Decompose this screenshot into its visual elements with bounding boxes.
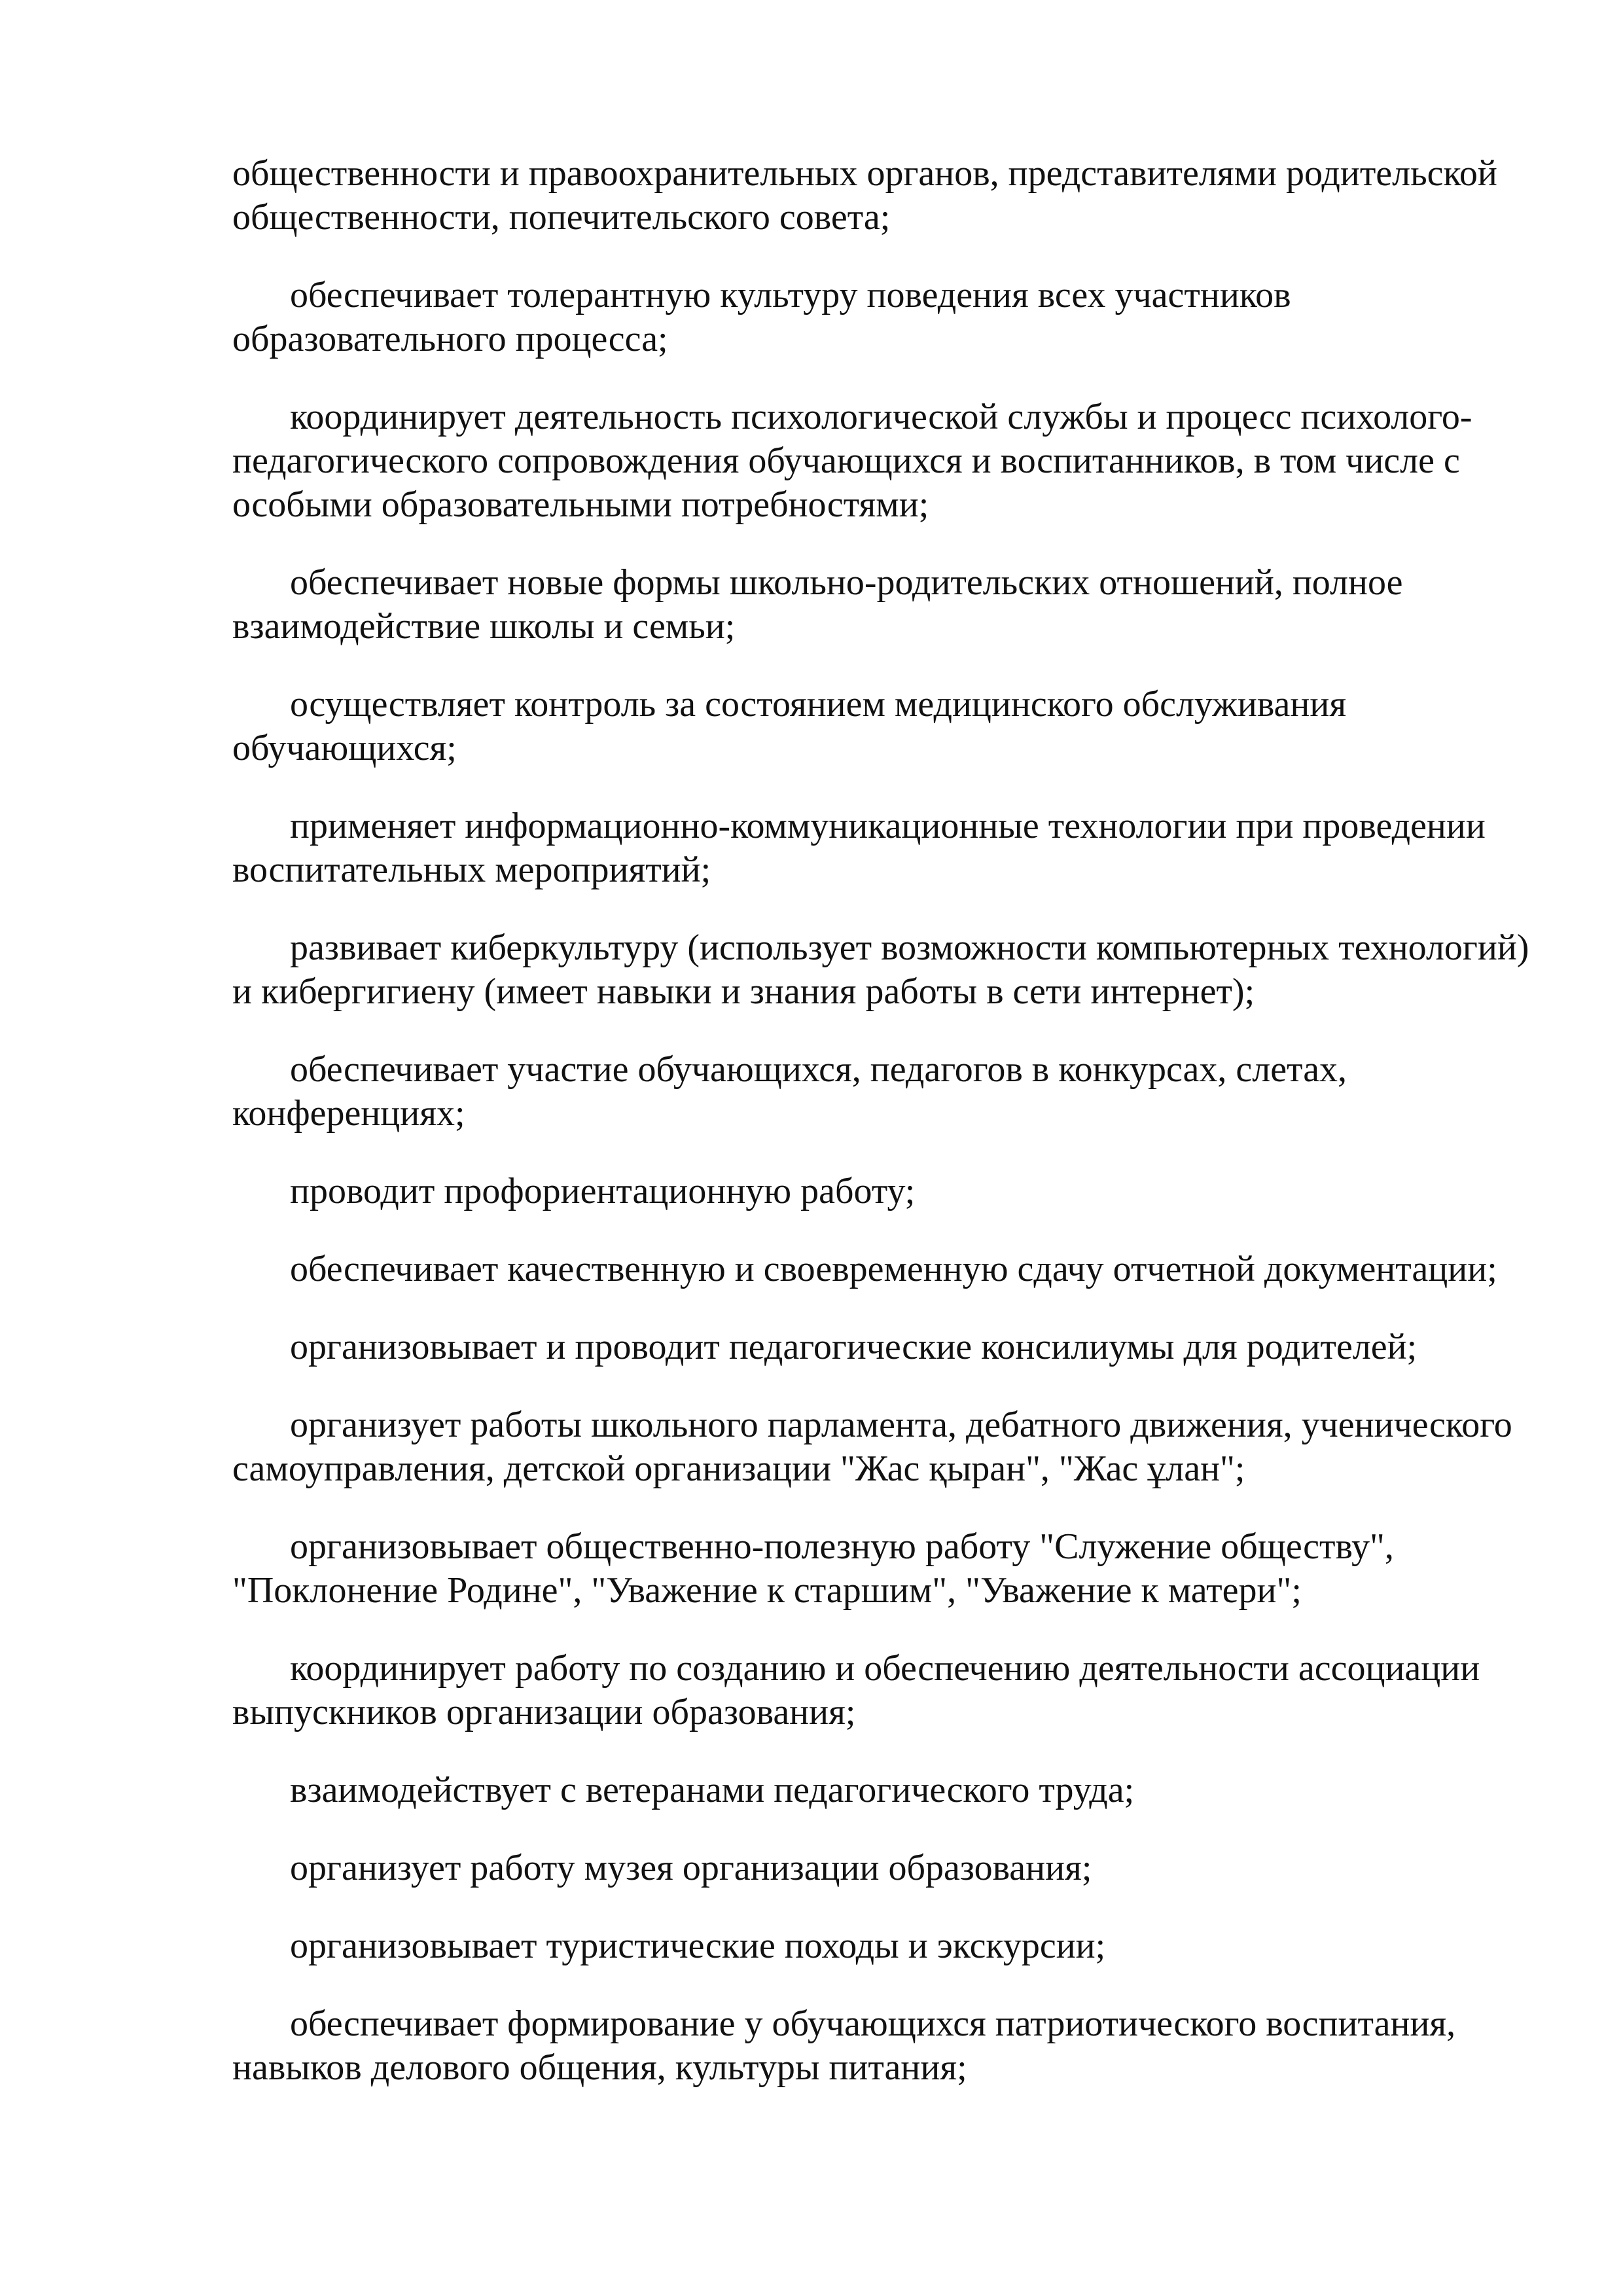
paragraph-13: организовывает общественно-полезную работу "Служение обществу", "Поклонение Родине", "Уважение к старшим", "Уважение к матери"; — [232, 1526, 1394, 1611]
paragraph-17: организовывает туристические походы и экскурсии; — [290, 1926, 1106, 1966]
paragraph-14: координирует работу по созданию и обеспечению деятельности ассоциации выпускников организации образования; — [232, 1648, 1480, 1732]
paragraph-15: взаимодействует с ветеранами педагогического труда; — [290, 1770, 1135, 1810]
paragraph-18: обеспечивает формирование у обучающихся патриотического воспитания, навыков делового общения, культуры питания; — [232, 2003, 1456, 2088]
paragraph-12: организует работы школьного парламента, дебатного движения, ученического самоуправления, детской организации "Жас қыран", "Жас ұлан"; — [232, 1405, 1512, 1489]
paragraph-2: обеспечивает толерантную культуру поведения всех участников образовательного процесса; — [232, 275, 1291, 359]
paragraph-4: обеспечивает новые формы школьно-родительских отношений, полное взаимодействие школы и семьи; — [232, 562, 1403, 647]
paragraph-10: обеспечивает качественную и своевременную сдачу отчетной документации; — [290, 1249, 1497, 1289]
document-body — [232, 152, 1548, 2124]
paragraph-9: проводит профориентационную работу; — [290, 1171, 916, 1211]
paragraph-3: координирует деятельность психологической службы и процесс психолого-педагогического сопровождения обучающихся и воспитанников, в том числе с особыми образовательными потребностями; — [232, 397, 1472, 525]
paragraph-16: организует работу музея организации образования; — [290, 1848, 1092, 1888]
paragraph-5: осуществляет контроль за состоянием медицинского обслуживания обучающихся; — [232, 684, 1347, 768]
paragraph-11: организовывает и проводит педагогические консилиумы для родителей; — [290, 1327, 1418, 1367]
paragraph-7: развивает киберкультуру (использует возможности компьютерных технологий) и кибергигиену (имеет навыки и знания работы в сети интернет); — [232, 927, 1529, 1012]
paragraph-6: применяет информационно-коммуникационные технологии при проведении воспитательных мероприятий; — [232, 806, 1486, 890]
paragraph-1: общественности и правоохранительных органов, представителями родительской общественности, попечительского совета; — [232, 153, 1497, 238]
paragraph-8: обеспечивает участие обучающихся, педагогов в конкурсах, слетах, конференциях; — [232, 1049, 1347, 1134]
